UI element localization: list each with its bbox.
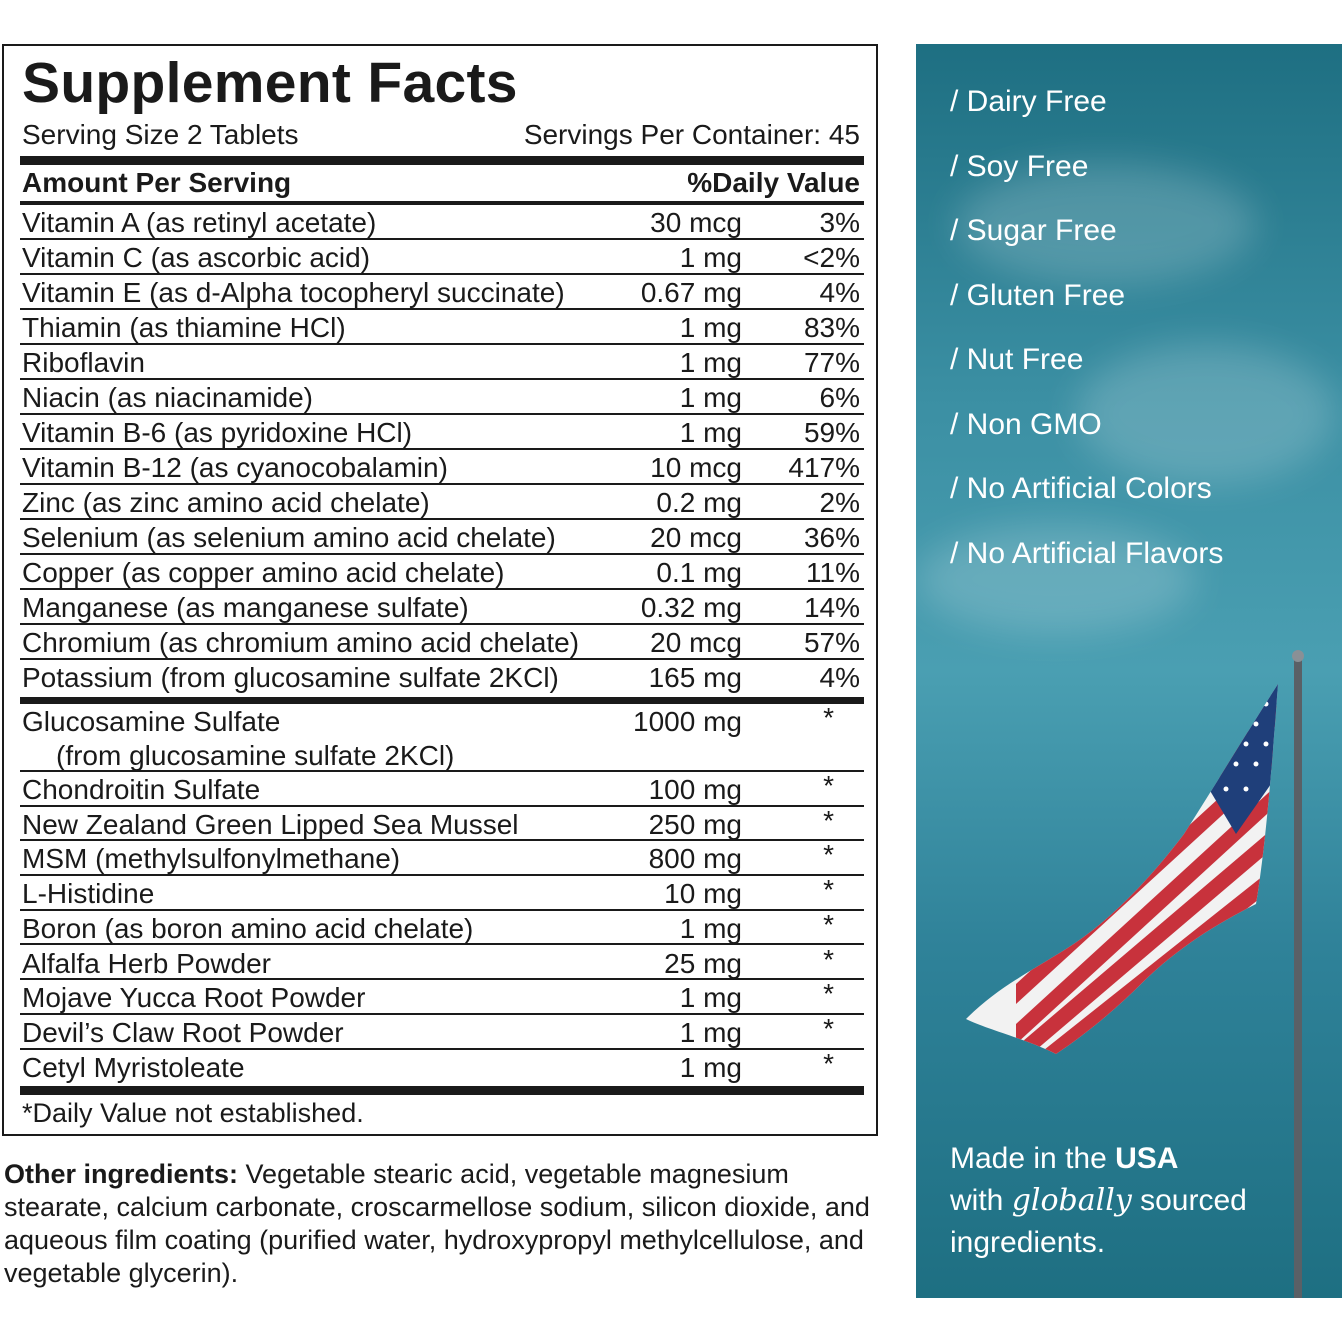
nutrient-amount: 1 mg bbox=[679, 1016, 742, 1048]
claim-item: / Dairy Free bbox=[950, 85, 1107, 118]
claim-item: / Non GMO bbox=[950, 407, 1102, 441]
nutrient-name: Potassium (from glucosamine sulfate 2KCl) bbox=[22, 662, 559, 693]
made-sourced: sourced bbox=[1131, 1184, 1247, 1217]
nutrient-daily-value: 11% bbox=[806, 557, 860, 588]
nutrient-row bbox=[20, 1012, 864, 1050]
nutrient-name: Manganese (as manganese sulfate) bbox=[22, 592, 469, 623]
nutrient-name: Boron (as boron amino acid chelate) bbox=[22, 912, 474, 944]
nutrient-row bbox=[20, 275, 864, 310]
nutrient-daily-value: 4% bbox=[819, 277, 860, 308]
nutrient-name: Alfalfa Herb Powder bbox=[22, 947, 272, 979]
nutrient-amount: 0.67 mg bbox=[640, 277, 742, 308]
nutrient-row bbox=[20, 804, 864, 842]
nutrient-amount: 1 mg bbox=[679, 347, 742, 378]
nutrient-daily-value: 77% bbox=[803, 347, 860, 378]
nutrient-name: Chromium (as chromium amino acid chelate) bbox=[22, 627, 580, 658]
nutrient-amount: 30 mcg bbox=[650, 207, 742, 238]
nutrient-daily-value: 417% bbox=[788, 452, 860, 483]
nutrient-name: Riboflavin bbox=[22, 347, 145, 378]
nutrient-name: Niacin (as niacinamide) bbox=[22, 382, 314, 413]
nutrient-row bbox=[20, 310, 864, 345]
nutrient-daily-value: 59% bbox=[803, 417, 860, 448]
nutrient-name: Chondroitin Sulfate bbox=[22, 774, 261, 805]
nutrient-daily-value: 4% bbox=[819, 662, 860, 693]
nutrient-daily-value: * bbox=[823, 839, 834, 871]
nutrient-name: Thiamin (as thiamine HCl) bbox=[22, 312, 346, 343]
made-prefix: Made in the bbox=[950, 1142, 1116, 1175]
claim-item: / Sugar Free bbox=[950, 214, 1117, 247]
nutrient-daily-value: * bbox=[823, 702, 834, 733]
nutrient-row bbox=[20, 876, 864, 911]
made-with: with bbox=[950, 1184, 1012, 1217]
made-in-usa-text bbox=[950, 1138, 1247, 1264]
nutrient-name: New Zealand Green Lipped Sea Mussel bbox=[22, 808, 519, 840]
claim-item: / No Artificial Colors bbox=[950, 472, 1212, 505]
nutrient-daily-value: 83% bbox=[803, 312, 860, 343]
nutrient-row bbox=[20, 485, 864, 520]
nutrient-row bbox=[20, 590, 864, 625]
nutrient-daily-value: * bbox=[823, 1047, 834, 1079]
nutrient-daily-value: * bbox=[823, 1012, 834, 1044]
claims-panel bbox=[916, 44, 1342, 1298]
serving-size: Serving Size 2 Tablets bbox=[22, 119, 299, 150]
nutrient-amount: 0.1 mg bbox=[656, 557, 742, 588]
nutrient-amount: 1 mg bbox=[679, 417, 742, 448]
nutrient-row bbox=[20, 772, 864, 807]
nutrient-name: Zinc (as zinc amino acid chelate) bbox=[22, 487, 430, 518]
nutrient-amount: 800 mg bbox=[648, 843, 742, 875]
nutrient-amount: 1 mg bbox=[679, 982, 742, 1014]
nutrient-row bbox=[20, 660, 864, 695]
other-ingredients-text: Vegetable stearic acid, vegetable magnesium stearate, calcium carbonate, croscarmellose sodium, silicon dioxide, and aqueous film coating (purified water, hydroxypropyl methylcellulose, and vegetable glycerin). bbox=[4, 1159, 870, 1288]
nutrient-row bbox=[20, 943, 864, 981]
nutrient-name: Devil’s Claw Root Powder bbox=[22, 1016, 344, 1048]
claim-item: / Nut Free bbox=[950, 343, 1084, 376]
nutrient-amount: 20 mcg bbox=[650, 627, 742, 658]
nutrient-row bbox=[20, 345, 864, 380]
nutrient-source: (from glucosamine sulfate 2KCl) bbox=[56, 740, 455, 771]
thick-divider bbox=[20, 697, 864, 704]
nutrient-daily-value: 6% bbox=[819, 382, 860, 413]
nutrient-row bbox=[20, 841, 864, 876]
daily-value-header: %Daily Value bbox=[687, 167, 860, 198]
nutrient-name: Vitamin A (as retinyl acetate) bbox=[22, 207, 377, 238]
nutrient-amount: 25 mg bbox=[664, 947, 742, 979]
nutrient-amount: 1 mg bbox=[679, 912, 742, 944]
nutrient-amount: 1 mg bbox=[679, 242, 742, 273]
supplement-facts-panel bbox=[2, 44, 878, 1136]
nutrient-daily-value: * bbox=[823, 874, 834, 906]
nutrient-amount: 20 mcg bbox=[650, 522, 742, 553]
nutrient-amount: 10 mg bbox=[664, 878, 742, 910]
nutrient-daily-value: * bbox=[823, 908, 834, 940]
nutrient-name: Mojave Yucca Root Powder bbox=[22, 982, 366, 1014]
nutrient-name: Glucosamine Sulfate bbox=[22, 706, 281, 737]
nutrient-name: Selenium (as selenium amino acid chelate) bbox=[22, 522, 556, 553]
nutrient-row-glucosamine bbox=[20, 704, 864, 772]
nutrient-amount: 0.32 mg bbox=[640, 592, 742, 623]
servings-per-container: Servings Per Container: 45 bbox=[523, 119, 860, 150]
facts-title: Supplement Facts bbox=[22, 51, 518, 115]
nutrient-row bbox=[20, 205, 864, 240]
nutrient-daily-value: 2% bbox=[819, 487, 860, 518]
nutrient-amount: 100 mg bbox=[648, 774, 742, 805]
claim-item: / No Artificial Flavors bbox=[950, 536, 1224, 570]
nutrient-daily-value: * bbox=[823, 804, 834, 836]
nutrient-row bbox=[20, 520, 864, 555]
nutrient-row bbox=[20, 980, 864, 1015]
nutrient-amount: 0.2 mg bbox=[656, 487, 742, 518]
nutrient-amount: 250 mg bbox=[648, 808, 742, 840]
nutrient-amount: 1 mg bbox=[679, 1051, 742, 1083]
nutrient-row bbox=[20, 625, 864, 660]
nutrient-row bbox=[20, 450, 864, 485]
nutrient-amount: 1 mg bbox=[679, 312, 742, 343]
nutrient-row bbox=[20, 1047, 864, 1085]
nutrient-name: MSM (methylsulfonylmethane) bbox=[22, 843, 401, 875]
nutrient-name: Vitamin B-6 (as pyridoxine HCl) bbox=[22, 417, 413, 448]
nutrient-daily-value: 57% bbox=[803, 627, 860, 658]
thick-divider bbox=[20, 1086, 864, 1095]
daily-value-footnote: *Daily Value not established. bbox=[22, 1098, 364, 1128]
nutrient-name: Copper (as copper amino acid chelate) bbox=[22, 557, 505, 588]
nutrient-daily-value: * bbox=[823, 978, 834, 1010]
nutrient-row bbox=[20, 380, 864, 415]
nutrient-row bbox=[20, 240, 864, 275]
nutrient-daily-value: 36% bbox=[803, 522, 860, 553]
made-country: USA bbox=[1115, 1142, 1179, 1175]
nutrient-row bbox=[20, 908, 864, 946]
nutrient-daily-value: * bbox=[823, 943, 834, 975]
claim-item: / Soy Free bbox=[950, 149, 1089, 183]
thick-divider bbox=[20, 156, 864, 165]
nutrient-daily-value: 14% bbox=[803, 592, 860, 623]
nutrient-name: Cetyl Myristoleate bbox=[22, 1051, 245, 1083]
nutrient-daily-value: * bbox=[823, 770, 834, 801]
nutrient-amount: 1 mg bbox=[679, 382, 742, 413]
amount-per-serving-header: Amount Per Serving bbox=[22, 167, 292, 198]
other-ingredients-label: Other ingredients: bbox=[4, 1159, 239, 1189]
nutrient-daily-value: 3% bbox=[819, 207, 860, 238]
made-globally: globally bbox=[1011, 1183, 1132, 1218]
claim-item: / Gluten Free bbox=[950, 278, 1126, 312]
made-ingredients: ingredients. bbox=[950, 1226, 1106, 1259]
nutrient-name: Vitamin C (as ascorbic acid) bbox=[22, 242, 371, 273]
nutrient-row bbox=[20, 415, 864, 450]
nutrient-amount: 165 mg bbox=[648, 662, 742, 693]
nutrient-name: L-Histidine bbox=[22, 878, 155, 910]
nutrient-amount: 10 mcg bbox=[650, 452, 742, 483]
nutrient-row bbox=[20, 555, 864, 590]
other-ingredients bbox=[4, 1158, 884, 1290]
nutrient-name: Vitamin B-12 (as cyanocobalamin) bbox=[22, 452, 448, 483]
nutrient-name: Vitamin E (as d-Alpha tocopheryl succinate) bbox=[22, 277, 565, 308]
nutrient-amount: 1000 mg bbox=[633, 706, 742, 737]
nutrient-daily-value: <2% bbox=[803, 242, 860, 273]
